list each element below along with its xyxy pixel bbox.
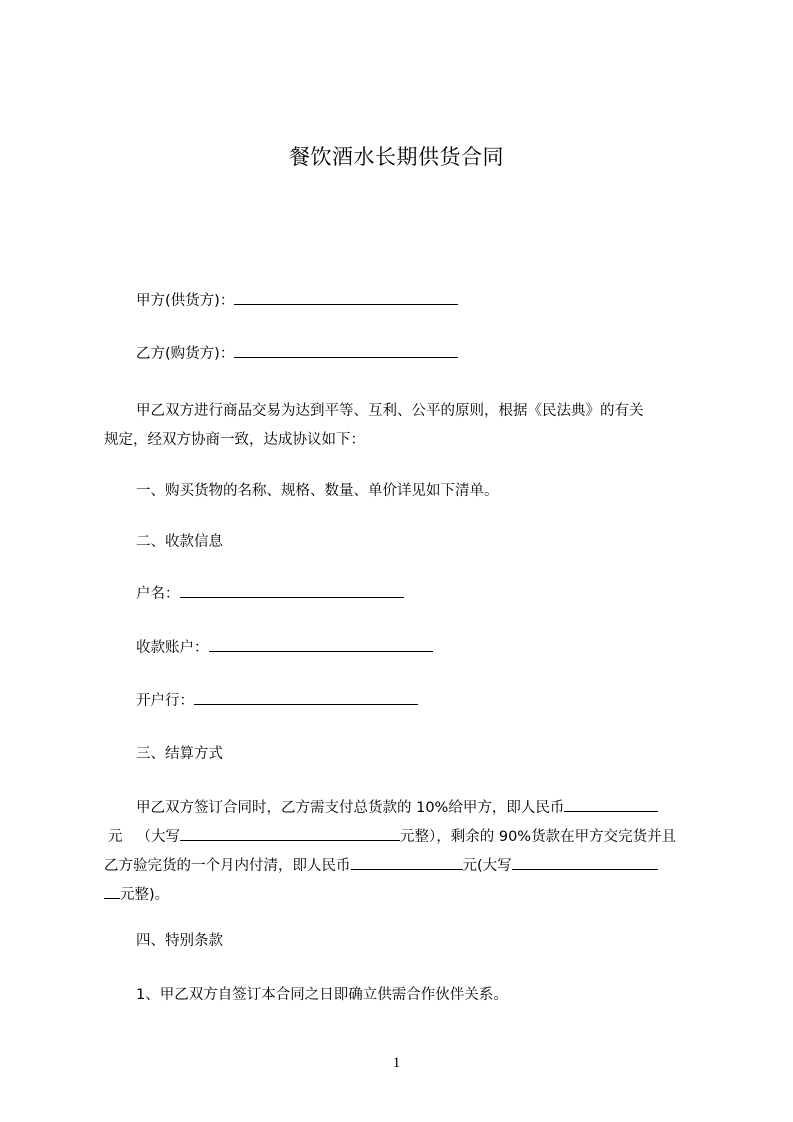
settlement-text-2c: 元整），剩余的 90%货款在甲方交完货并且 [400, 829, 677, 845]
account-name-label: 户名： [136, 586, 180, 602]
section-2-heading: 二、收款信息 [136, 534, 223, 550]
section-1: 一、购买货物的名称、规格、数量、单价详见如下清单。 [136, 483, 499, 499]
intro-line-1: 甲乙双方进行商品交易为达到平等、互利、公平的原则，根据《民法典》的有关 [136, 403, 644, 419]
party-b-line [136, 343, 458, 365]
amount-blank[interactable] [564, 797, 658, 812]
settlement-text-4: 元整)。 [120, 887, 170, 903]
balance-blank[interactable] [351, 855, 463, 870]
party-b-label: 乙方(购货方)： [136, 346, 235, 362]
balance-words-blank[interactable] [512, 855, 658, 870]
settlement-line-2 [104, 823, 698, 852]
party-a-blank[interactable] [234, 290, 458, 305]
bank-label: 开户行： [136, 693, 194, 709]
party-b-blank[interactable] [234, 343, 458, 358]
settlement-line-4 [104, 881, 698, 910]
amount-words-blank[interactable] [180, 826, 400, 841]
page-number: 1 [392, 1055, 401, 1071]
account-number-label: 收款账户： [136, 640, 209, 656]
intro-line-2: 规定，经双方协商一致，达成协议如下： [104, 432, 365, 448]
intro-paragraph [104, 397, 698, 455]
clause-1: 1、甲乙双方自签订本合同之日即确立供需合作伙伴关系。 [136, 987, 508, 1003]
account-name-blank[interactable] [180, 583, 404, 598]
bank-line [136, 690, 418, 712]
settlement-text-3b: 元(大写 [462, 858, 512, 874]
settlement-text-3a: 乙方验完货的一个月内付清，即人民币 [104, 858, 351, 874]
section-3-heading: 三、结算方式 [136, 746, 223, 762]
account-name-line [136, 583, 404, 605]
section-4-heading: 四、特别条款 [136, 933, 223, 949]
balance-words-blank-cont[interactable] [104, 884, 120, 899]
settlement-text-2b: （大写 [136, 829, 180, 845]
settlement-line-3 [104, 852, 698, 881]
settlement-paragraph [104, 794, 698, 910]
settlement-text-1: 甲乙双方签订合同时，乙方需支付总货款的 10%给甲方，即人民币 [136, 800, 565, 816]
document-title: 餐饮酒水长期供货合同 [289, 145, 504, 169]
party-a-label: 甲方(供货方)： [136, 293, 235, 309]
settlement-text-2a: 元 [108, 829, 123, 845]
bank-blank[interactable] [194, 690, 418, 705]
account-number-line [136, 637, 433, 659]
settlement-line-1 [104, 794, 698, 823]
party-a-line [136, 290, 458, 312]
account-number-blank[interactable] [209, 637, 433, 652]
